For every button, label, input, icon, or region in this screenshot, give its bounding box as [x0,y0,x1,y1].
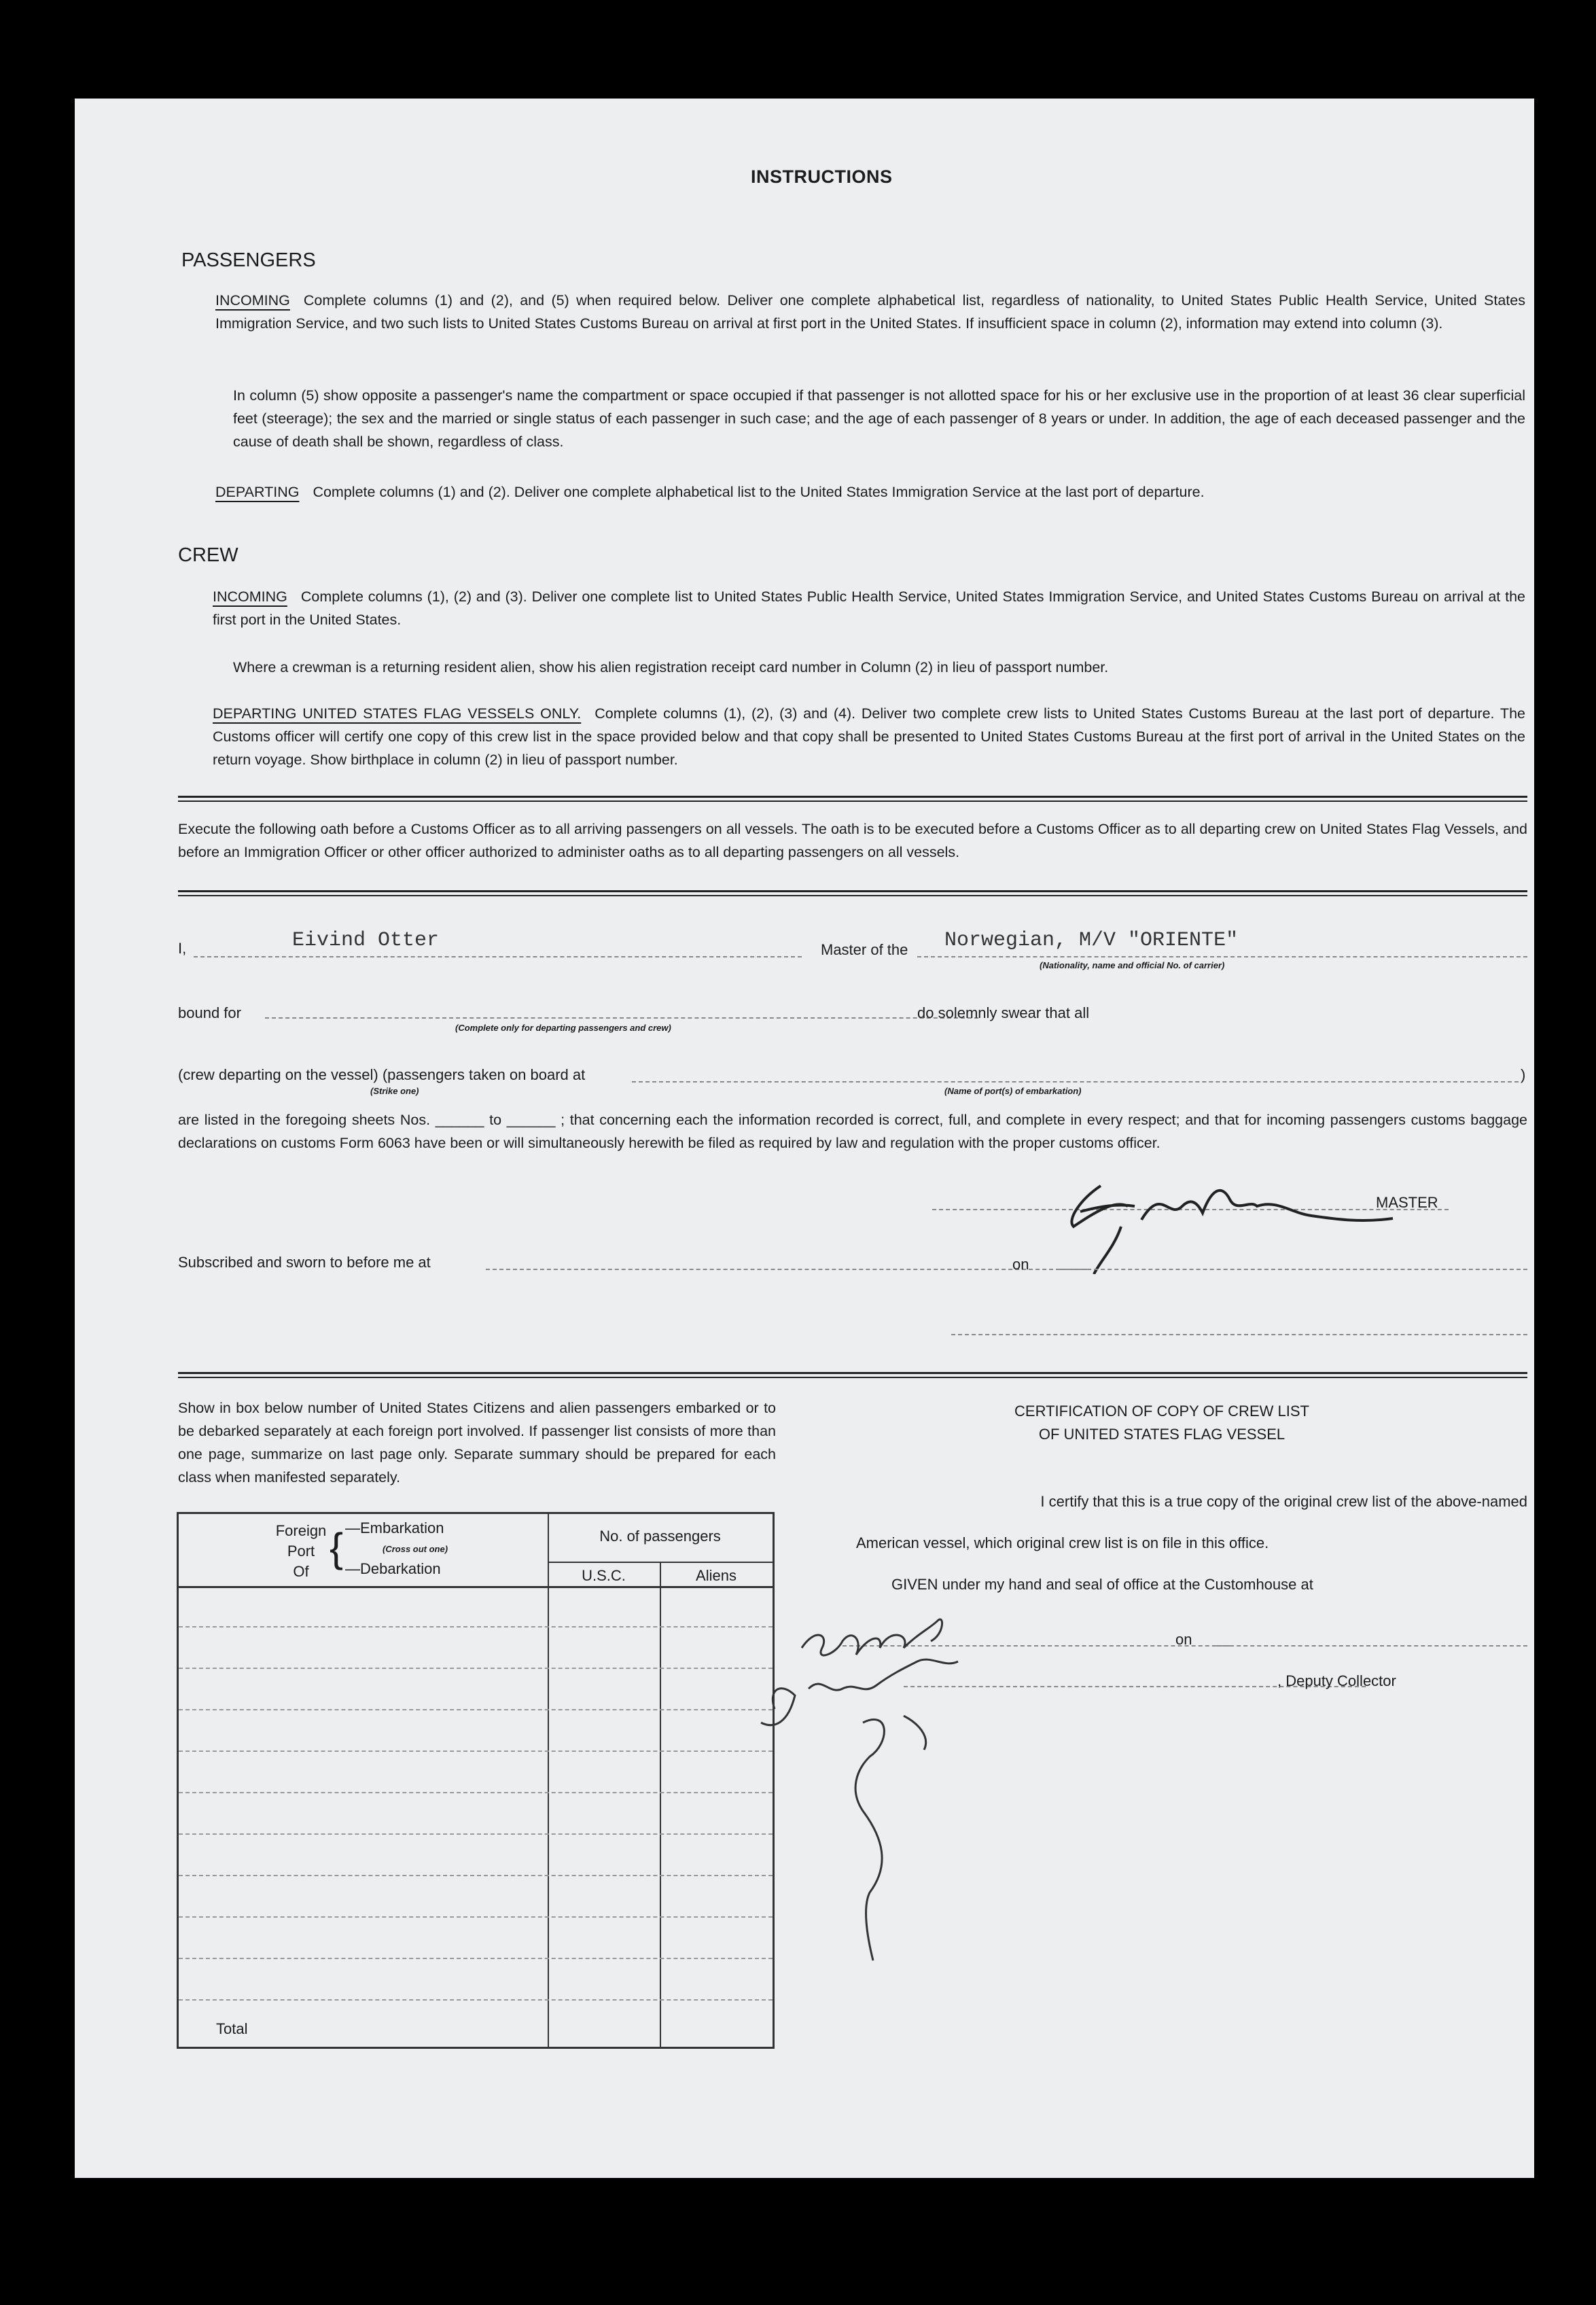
american-vessel-text: American vessel, which original crew list is on file in this office. [856,1534,1269,1551]
subscribed-date-line [1060,1269,1527,1270]
divider-3 [178,1372,1527,1378]
col-divider-1 [548,1514,549,2047]
summary-row-line [179,1792,773,1793]
brace-icon: { [330,1525,344,1570]
instructions-title: INSTRUCTIONS [751,166,893,187]
summary-row-line [179,1750,773,1752]
bound-for-caption: (Complete only for departing passengers and crew) [455,1023,671,1033]
certify-text: I certify that this is a true copy of the original crew list of the above-named [1040,1493,1527,1510]
subscribed-place-line [486,1269,1087,1270]
master-name-line [194,956,802,957]
embarkation-label: —Embarkation [345,1519,444,1536]
ports-caption: (Name of port(s) of embarkation) [944,1086,1082,1096]
form-page [75,99,1534,2178]
oath-intro: Execute the following oath before a Customs Officer as to all arriving passengers on all vessels. The oath is to be executed before a Customs Officer as to all departing crew on United States Flag Vessels, and before an Immigration Officer or other officer authorized to administer oaths as to all departing passengers on all vessels. [178,821,1527,860]
of-label: Of [293,1563,309,1580]
certification-title-line1: CERTIFICATION OF COPY OF CREW LIST [1014,1403,1309,1420]
certification-title [897,1400,1427,1446]
embarkation-ports-line [632,1081,1519,1083]
foreign-port-of-label [270,1521,332,1582]
flag-vessels-paragraph [213,702,1525,771]
strike-caption: (Strike one) [370,1086,419,1096]
certification-on-label: on [1175,1631,1192,1648]
bound-for-label: bound for [178,1004,241,1021]
port-label: Port [287,1543,315,1560]
crew-incoming-paragraph [213,585,1525,631]
crew-departing-label: (crew departing on the vessel) (passengers taken on board at [178,1066,586,1083]
vessel-caption: (Nationality, name and official No. of carrier) [1040,960,1225,970]
passengers-departing-text: Complete columns (1) and (2). Deliver one complete alphabetical list to the United States Immigration Service at the last port of departure. [313,484,1205,500]
master-label: MASTER [1376,1194,1438,1211]
master-name: Eivind Otter [292,929,440,952]
bound-for-line [265,1017,978,1019]
col-divider-2 [660,1562,661,2047]
debarkation-label: —Debarkation [345,1560,441,1577]
vessel-line [917,956,1527,957]
column5-paragraph: In column (5) show opposite a passenger's name the compartment or space occupied if that passenger is not allotted space for his or her exclusive use in the proportion of at least 36 clear superficial feet (steerage); the sex and the married or single status of each passenger in such case; and the age of each passenger of 8 years or under. In addition, the age of each deceased passenger and the cause of death shall be shown, regardless of class. [233,387,1525,450]
certification-title-line2: OF UNITED STATES FLAG VESSEL [1038,1426,1285,1443]
header-rule [179,1586,773,1588]
crew-heading: CREW [178,544,238,566]
subheader-rule [548,1562,773,1563]
passengers-heading: PASSENGERS [181,249,316,271]
given-text: GIVEN under my hand and seal of office at the Customhouse at [891,1576,1313,1593]
divider-2 [178,890,1527,896]
summary-row-line [179,1709,773,1710]
summary-table [177,1512,775,2049]
close-paren: ) [1521,1066,1526,1083]
summary-row-line [179,1626,773,1627]
summary-row-line [179,1875,773,1876]
foreign-label: Foreign [275,1522,327,1539]
divider-1 [178,796,1527,802]
flag-vessels-label: DEPARTING UNITED STATES FLAG VESSELS ONLY. [213,705,582,722]
cross-out-caption: (Cross out one) [383,1544,448,1554]
master-signature-icon [1053,1159,1406,1274]
total-label: Total [216,2020,248,2037]
master-of-label: Master of the [821,941,908,958]
passengers-departing-label: DEPARTING [215,484,300,500]
vessel-name: Norwegian, M/V "ORIENTE" [944,929,1239,952]
crewman-paragraph: Where a crewman is a returning resident alien, show his alien registration receipt card number in Column (2) in lieu of passport number. [233,659,1109,675]
passengers-departing-paragraph [215,480,1525,504]
officer-signature-line [951,1334,1527,1335]
crew-incoming-text: Complete columns (1), (2) and (3). Deliver one complete list to United States Public Health Service, United States Immigration Service, and United States Customs Bureau on arrival at the first port in the United States. [213,588,1525,628]
listed-paragraph: are listed in the foregoing sheets Nos. ______ to ______ ; that concerning each the information recorded is correct, full, and complete in every respect; and that for incoming passengers customs baggage declarations on customs Form 6063 have been or will simultaneously herewith be filed as required by law and regulation with the proper customs officer. [178,1112,1527,1151]
summary-row-line [179,1999,773,2001]
flag-vessels-text: Complete columns (1), (2), (3) and (4). Deliver two complete crew lists to United States Customs Bureau at the last port of departure. The Customs officer will certify one copy of this crew list in the space provided below and that copy shall be presented to United States Customs Bureau at the first port of arrival in the United States on the return voyage. Show birthplace in column (2) in lieu of passport number. [213,705,1525,768]
no-passengers-header: No. of passengers [599,1528,721,1545]
certification-date-line [1216,1645,1527,1647]
inspector-signature-icon [727,1607,1012,1988]
summary-row-line [179,1833,773,1835]
summary-row-line [179,1958,773,1959]
passengers-incoming-paragraph [215,289,1525,335]
swear-label: do solemnly swear that all [917,1004,1090,1021]
deputy-collector-label: , Deputy Collector [1277,1672,1396,1689]
subscribed-label: Subscribed and sworn to before me at [178,1254,431,1271]
crew-incoming-label: INCOMING [213,588,287,605]
usc-header: U.S.C. [582,1567,626,1584]
aliens-header: Aliens [696,1567,737,1584]
summary-row-line [179,1668,773,1669]
passengers-incoming-text: Complete columns (1) and (2), and (5) when required below. Deliver one complete alphabetical list, regardless of nationality, to United States Public Health Service, United States Immigration Service, and two such lists to United States Customs Bureau on arrival at first port in the United States. If insufficient space in column (2), information may extend into column (3). [215,292,1525,332]
i-label: I, [178,940,187,957]
subscribed-on-label: on [1012,1256,1029,1273]
summary-instructions: Show in box below number of United States Citizens and alien passengers embarked or to be debarked separately at each foreign port involved. If passenger list consists of more than one page, summarize on last page only. Separate summary should be prepared for each class when manifested separately. [178,1400,776,1485]
passengers-incoming-label: INCOMING [215,292,290,309]
summary-row-line [179,1916,773,1918]
